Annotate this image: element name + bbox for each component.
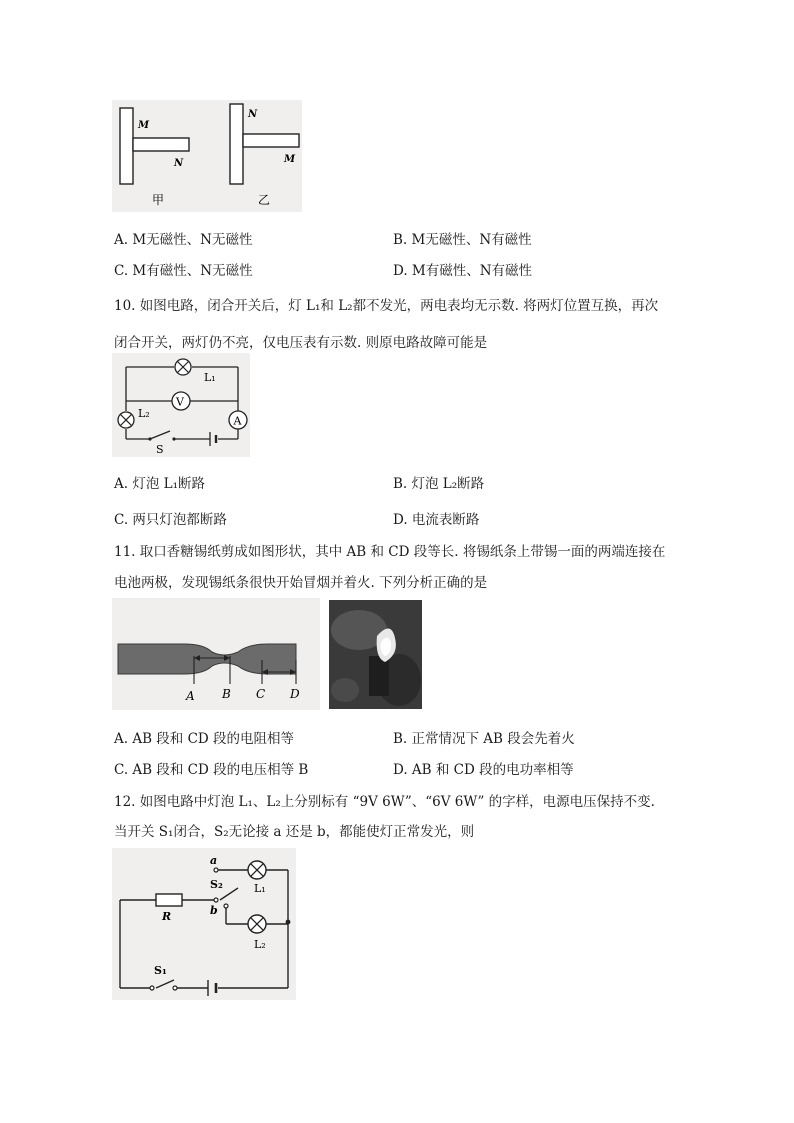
q12-label-l1: L₁ bbox=[254, 882, 266, 895]
q11-stem-line1: 11. 取口香糖锡纸剪成如图形状，其中 AB 和 CD 段等长. 将锡纸条上带锡一面的两端连接在 bbox=[114, 544, 666, 560]
q9-option-b: B. M无磁性、N有磁性 bbox=[393, 232, 532, 248]
q9-jia-horizontal-bar bbox=[133, 138, 189, 151]
q10-lamp-l2-icon bbox=[118, 412, 134, 428]
q12-resistor-icon bbox=[156, 894, 182, 906]
q11-option-c: C. AB 段和 CD 段的电压相等 B bbox=[114, 762, 309, 778]
q11-option-a: A. AB 段和 CD 段的电阻相等 bbox=[114, 731, 295, 747]
q12-stem-line1: 12. 如图电路中灯泡 L₁、L₂上分别标有 “9V 6W”、“6V 6W” 的字样，电源电压保持不变. bbox=[114, 794, 655, 810]
q12-label-a: a bbox=[210, 854, 218, 867]
q9-option-c: C. M有磁性、N无磁性 bbox=[114, 263, 253, 279]
q11-foil-strip-figure bbox=[112, 598, 320, 710]
q10-label-l2: L₂ bbox=[138, 407, 150, 420]
q9-jia-label-n: N bbox=[174, 158, 184, 169]
q9-jia-vertical-bar bbox=[120, 108, 133, 184]
q10-option-d: D. 电流表断路 bbox=[393, 512, 480, 528]
q10-option-b: B. 灯泡 L₂断路 bbox=[393, 476, 485, 492]
q12-stem-line2: 当开关 S₁闭合，S₂无论接 a 还是 b，都能使灯正常发光，则 bbox=[114, 824, 475, 840]
q11-burning-foil-photo bbox=[329, 600, 422, 709]
q11-option-b: B. 正常情况下 AB 段会先着火 bbox=[393, 731, 575, 747]
q10-stem-line1: 10. 如图电路，闭合开关后，灯 L₁和 L₂都不发光，两电表均无示数. 将两灯位置互换，再次 bbox=[114, 298, 659, 314]
q11-label-a: A bbox=[186, 689, 195, 703]
q9-yi-horizontal-bar bbox=[243, 134, 299, 147]
q12-circuit-figure bbox=[112, 848, 296, 1000]
q11-stem-line2: 电池两极，发现锡纸条很快开始冒烟并着火. 下列分析正确的是 bbox=[114, 575, 488, 591]
q10-voltmeter-label: V bbox=[176, 395, 184, 409]
q11-label-c: C bbox=[256, 687, 266, 701]
q11-foil-strip bbox=[118, 644, 296, 674]
q12-label-r: R bbox=[162, 910, 172, 923]
q12-label-b: b bbox=[210, 904, 218, 917]
q12-label-l2: L₂ bbox=[254, 938, 266, 951]
q11-label-d: D bbox=[290, 687, 300, 701]
q12-lamp-l2-icon bbox=[248, 915, 266, 933]
q9-yi-label-m: M bbox=[284, 154, 296, 165]
q10-circuit-figure bbox=[112, 353, 250, 457]
q9-yi-label-n: N bbox=[248, 109, 258, 120]
q10-lamp-l1-icon bbox=[175, 359, 191, 375]
q9-magnet-figure bbox=[112, 100, 302, 212]
q10-option-c: C. 两只灯泡都断路 bbox=[114, 512, 227, 528]
q10-label-s: S bbox=[156, 443, 164, 456]
q9-jia-label-m: M bbox=[138, 120, 150, 131]
q12-lamp-l1-icon bbox=[248, 861, 266, 879]
q11-option-d: D. AB 和 CD 段的电功率相等 bbox=[393, 762, 574, 778]
q9-option-d: D. M有磁性、N有磁性 bbox=[393, 263, 533, 279]
q12-label-s2: S₂ bbox=[210, 878, 223, 891]
q12-label-s1: S₁ bbox=[154, 964, 167, 977]
q9-option-a: A. M无磁性、N无磁性 bbox=[114, 232, 253, 248]
q11-label-b: B bbox=[222, 687, 231, 701]
q10-option-a: A. 灯泡 L₁断路 bbox=[114, 476, 205, 492]
q10-stem-line2: 闭合开关，两灯仍不亮，仅电压表有示数. 则原电路故障可能是 bbox=[114, 335, 488, 351]
q10-ammeter-label: A bbox=[233, 414, 242, 428]
q9-jia-caption: 甲 bbox=[152, 193, 165, 207]
q9-yi-vertical-bar bbox=[230, 104, 243, 184]
q10-label-l1: L₁ bbox=[204, 371, 216, 384]
q9-yi-caption: 乙 bbox=[258, 193, 271, 207]
